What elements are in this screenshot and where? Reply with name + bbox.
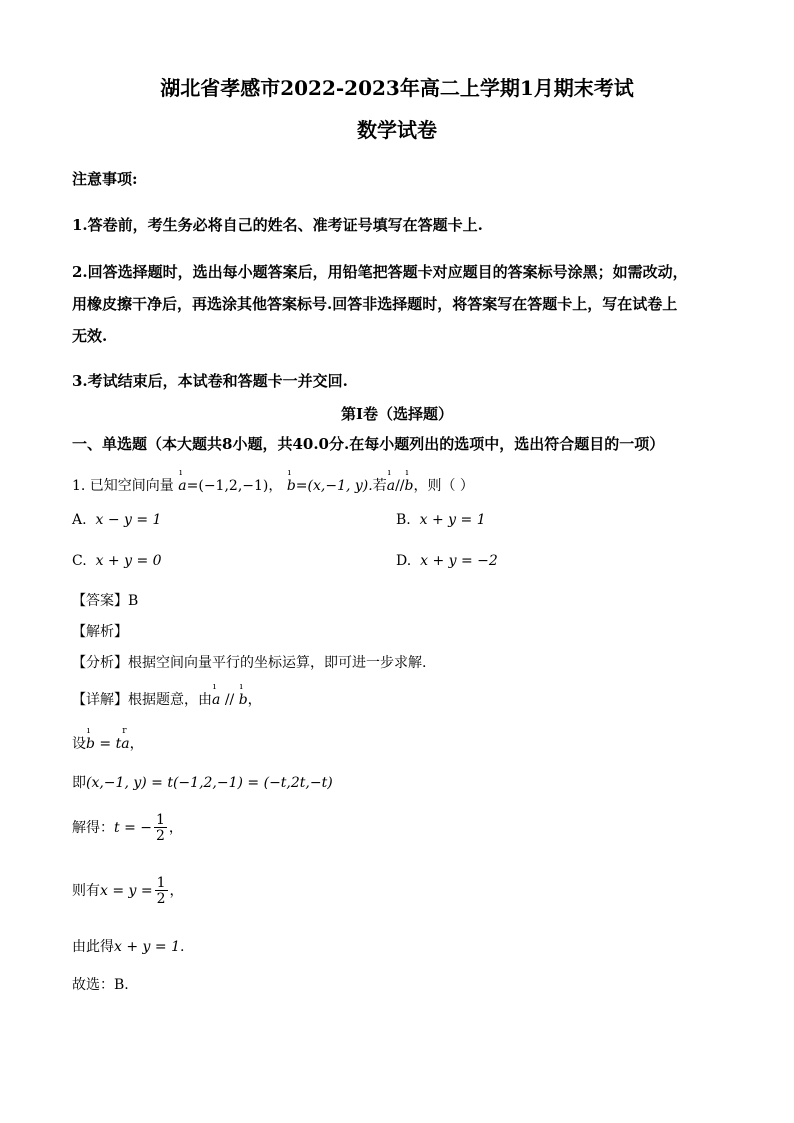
a-value: =(−1,2,−1) bbox=[186, 478, 269, 494]
vector-arrow-icon: ı bbox=[213, 682, 216, 692]
question-1-stem bbox=[72, 468, 474, 495]
vector-b-2: ı b bbox=[404, 468, 414, 494]
note-item-3: 3.考试结束后，本试卷和答题卡一并交回. bbox=[72, 372, 348, 390]
parallel-symbol: // bbox=[395, 478, 405, 494]
fraction-half-2: $\frac{1}{2}$ bbox=[156, 875, 166, 907]
vector-arrow-icon: ı bbox=[387, 468, 391, 478]
vector-arrow-icon: ı bbox=[287, 468, 291, 478]
section-title: 一、单选题（本大题共8小题，共40.0分.在每小题列出的选项中，选出符合题目的一项） bbox=[72, 435, 665, 453]
vector-a-2: ı a bbox=[386, 468, 396, 494]
part-title: 第I卷（选择题） bbox=[340, 405, 454, 423]
vector-a-4: r a bbox=[121, 726, 130, 752]
analysis-fenxi: 【分析】根据空间向量平行的坐标运算，即可进一步求解. bbox=[72, 655, 427, 671]
b-value: =(x,−1, y). bbox=[295, 478, 373, 494]
analysis-zeyou: 则有x = y = $\frac{1}{2}$ ， bbox=[72, 875, 184, 907]
analysis-jiede: 解得：t = − $\frac{1}{2}$ ， bbox=[72, 812, 183, 844]
q1-suffix: ，则（ ） bbox=[413, 478, 474, 494]
analysis-ji: 即(x,−1, y) = t(−1,2,−1) = (−t,2t,−t) bbox=[72, 775, 333, 791]
note-item-2-line2: 用橡皮擦干净后，再选涂其他答案标号.回答非选择题时，将答案写在答题卡上，写在试卷上 bbox=[72, 295, 678, 313]
fraction-half: $\frac{1}{2}$ bbox=[156, 812, 165, 844]
vector-arrow-icon: ı bbox=[179, 468, 183, 478]
analysis-heading: 【解析】 bbox=[72, 624, 128, 640]
q1-ruo: 若 bbox=[372, 478, 387, 494]
analysis-guxuan: 故选：B. bbox=[72, 977, 129, 993]
option-b: B. x + y = 1 bbox=[396, 512, 486, 528]
vector-arrow-icon: ı bbox=[405, 468, 409, 478]
vector-b-4: ı b bbox=[86, 726, 95, 752]
analysis-she: 设 ı b = t r a， bbox=[72, 726, 144, 752]
vector-arrow-icon: ı bbox=[239, 682, 243, 692]
vector-a-3: ı a bbox=[212, 682, 221, 708]
exam-subtitle: 数学试卷 bbox=[357, 118, 437, 142]
analysis-youci: 由此得x + y = 1. bbox=[72, 939, 185, 955]
analysis-xiangjie: 【详解】根据题意，由 ı a // ı b， bbox=[72, 682, 262, 708]
question-1-prefix: 1. 已知空间向量 bbox=[72, 478, 174, 494]
vector-b: ı b bbox=[286, 468, 296, 494]
vector-arrow-icon: ı bbox=[87, 726, 90, 736]
note-item-1: 1.答卷前，考生务必将自己的姓名、准考证号填写在答题卡上. bbox=[72, 216, 483, 234]
q1-sep: ， bbox=[268, 478, 283, 494]
exam-title: 湖北省孝感市2022-2023年高二上学期1月期末考试 bbox=[160, 76, 634, 100]
option-a: A. x − y = 1 bbox=[72, 512, 162, 528]
note-item-2-line3: 无效. bbox=[72, 327, 108, 345]
option-d: D. x + y = −2 bbox=[396, 553, 498, 569]
vector-a: ı a bbox=[178, 468, 187, 494]
notes-heading: 注意事项: bbox=[72, 170, 138, 188]
note-item-2-line1: 2.回答选择题时，选出每小题答案后，用铅笔把答题卡对应题目的答案标号涂黑；如需改动， bbox=[72, 263, 688, 281]
answer-line: 【答案】B bbox=[72, 593, 139, 609]
vector-arrow-icon: r bbox=[122, 726, 127, 736]
option-c: C. x + y = 0 bbox=[72, 553, 162, 569]
vector-b-3: ı b bbox=[238, 682, 248, 708]
